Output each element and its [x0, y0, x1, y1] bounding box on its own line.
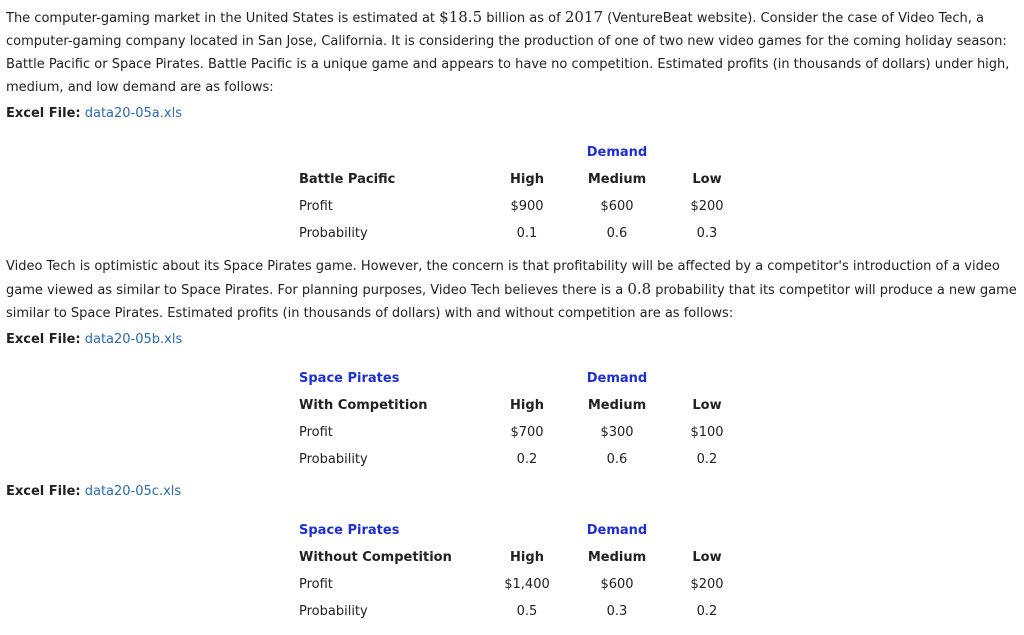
prob-low: 0.3	[696, 226, 718, 241]
demand-header: Demand	[586, 145, 648, 160]
table-row	[292, 392, 752, 419]
profit-medium: $600	[600, 577, 634, 592]
col-low: Low	[692, 550, 722, 565]
profit-label: Profit	[299, 425, 333, 440]
excel-file-b	[6, 332, 182, 347]
prob-high: 0.2	[516, 452, 538, 467]
excel-file-label: Excel File:	[6, 484, 81, 499]
probability-label: Probability	[299, 452, 368, 467]
prob-medium: 0.6	[606, 452, 628, 467]
competitor-probability-value: 0.8	[627, 280, 652, 298]
excel-file-a	[6, 106, 182, 121]
mid-text-2: probability that its competitor will produce a new game similar to Space Pirates. Estimated profits (in thousands of dollars) with and without competition are as follows:	[6, 283, 1017, 321]
profit-low: $200	[690, 199, 724, 214]
col-high: High	[510, 550, 544, 565]
excel-link-b[interactable]: data20-05b.xls	[84, 332, 183, 347]
table-title: Without Competition	[299, 550, 452, 565]
intro-paragraph	[6, 6, 1018, 99]
battle-pacific-table	[292, 139, 752, 247]
prob-medium: 0.6	[606, 226, 628, 241]
probability-label: Probability	[299, 604, 368, 619]
profit-high: $900	[510, 199, 544, 214]
game-title: Space Pirates	[299, 523, 400, 538]
space-pirates-paragraph	[6, 255, 1018, 325]
demand-header: Demand	[586, 371, 648, 386]
profit-medium: $600	[600, 199, 634, 214]
game-title: Space Pirates	[299, 371, 400, 386]
probability-label: Probability	[299, 226, 368, 241]
demand-header: Demand	[586, 523, 648, 538]
excel-file-c	[6, 484, 181, 499]
profit-label: Profit	[299, 577, 333, 592]
profit-low: $200	[690, 577, 724, 592]
col-medium: Medium	[587, 398, 647, 413]
intro-text-3: (VentureBeat website). Consider the case of Video Tech, a computer-gaming company located in San Jose, California. It is considering the production of one of two new video games for the coming holiday season: Battle Pacific or Space Pirates. Battle Pacific is a unique game and appears to have no competition. Estimated profits (in thousands of dollars) under high, medium, and low demand are as follows:	[6, 11, 1010, 95]
col-low: Low	[692, 398, 722, 413]
mid-text-1: Video Tech is optimistic about its Space Pirates game. However, the concern is that profitability will be affected by a competitor's introduction of a video game viewed as similar to Space Pirates. For planning purposes, Video Tech believes there is a	[6, 259, 1000, 298]
without-competition-table	[292, 517, 752, 625]
table-row	[292, 419, 752, 446]
prob-medium: 0.3	[606, 604, 628, 619]
col-high: High	[510, 398, 544, 413]
table-row	[292, 544, 752, 571]
profit-low: $100	[690, 425, 724, 440]
table-title: Battle Pacific	[299, 172, 396, 187]
col-high: High	[510, 172, 544, 187]
prob-low: 0.2	[696, 604, 718, 619]
excel-file-label: Excel File:	[6, 106, 81, 121]
table-row	[292, 193, 752, 220]
table-row	[292, 139, 752, 166]
intro-text-2: billion as of	[482, 11, 565, 26]
excel-file-label: Excel File:	[6, 332, 81, 347]
prob-high: 0.1	[516, 226, 538, 241]
profit-high: $1,400	[504, 577, 550, 592]
intro-text-1: The computer-gaming market in the United States is estimated at	[6, 11, 440, 26]
table-row	[292, 446, 752, 473]
excel-link-c[interactable]: data20-05c.xls	[84, 484, 182, 499]
col-low: Low	[692, 172, 722, 187]
table-row	[292, 365, 752, 392]
market-size-value: $18.5	[439, 8, 483, 26]
with-competition-table	[292, 365, 752, 473]
profit-label: Profit	[299, 199, 333, 214]
profit-high: $700	[510, 425, 544, 440]
prob-low: 0.2	[696, 452, 718, 467]
table-row	[292, 166, 752, 193]
excel-link-a[interactable]: data20-05a.xls	[84, 106, 182, 121]
col-medium: Medium	[587, 172, 647, 187]
table-row	[292, 598, 752, 625]
year-value: 2017	[564, 8, 604, 26]
table-title: With Competition	[299, 398, 428, 413]
profit-medium: $300	[600, 425, 634, 440]
prob-high: 0.5	[516, 604, 538, 619]
table-row	[292, 220, 752, 247]
col-medium: Medium	[587, 550, 647, 565]
table-row	[292, 571, 752, 598]
table-row	[292, 517, 752, 544]
